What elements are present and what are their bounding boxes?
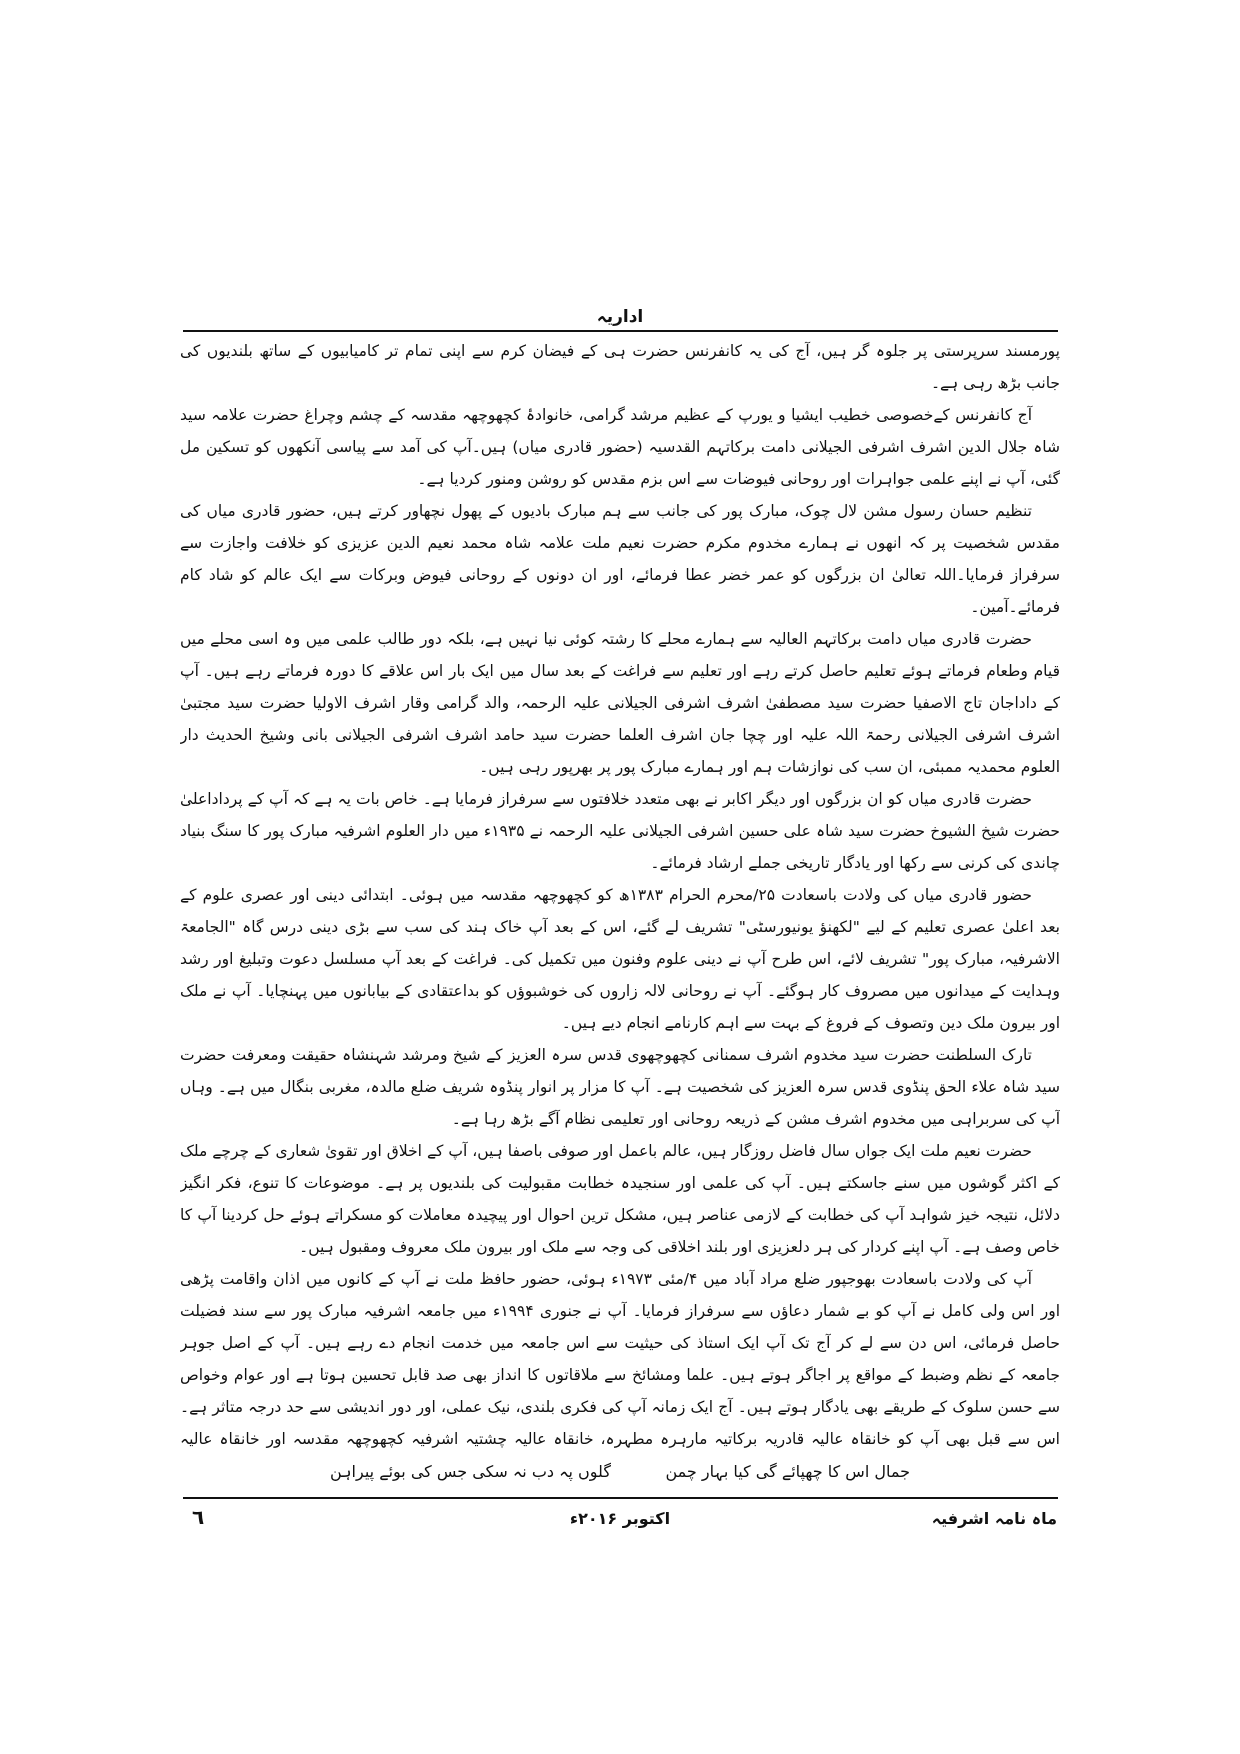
page-title: اداریہ xyxy=(596,307,644,327)
paragraph: حضرت نعیم ملت ایک جواں سال فاضل روزگار ہیں، عالم باعمل اور صوفی باصفا ہیں، آپ کے اخلاق اور تقویٰ شعاری کے چرچے ملک کے اکثر گوشوں میں سنے جاسکتے ہیں۔ آپ کی علمی اور سنجیدہ خطابت مقبولیت کی بلندیوں پر ہے۔ موضوعات کا تنوع، فکر انگیز دلائل، نتیجہ خیز شواہد آپ کی خطابت کے لازمی عناصر ہیں، مشکل ترین احوال اور پیچیدہ معاملات کو مسکراتے ہوئے حل کردینا آپ کا خاص وصف ہے۔ آپ اپنے کردار کی ہر دلعزیزی اور بلند اخلاقی کی وجہ سے ملک اور بیرون ملک معروف ومقبول ہیں۔ xyxy=(180,1142,1060,1256)
article-body xyxy=(180,335,1060,1460)
paragraph: آج کانفرنس کےخصوصی خطیب ایشیا و یورپ کے عظیم مرشد گرامی، خانوادۂ کچھوچھہ مقدسہ کے چشم وچراغ حضرت علامہ سید شاہ جلال الدین اشرف اشرفی الجیلانی دامت برکاتہم القدسیہ (حضور قادری میاں) ہیں۔آپ کی آمد سے پیاسی آنکھوں کو تسکین مل گئی، آپ نے اپنے علمی جواہرات اور روحانی فیوضات سے اس بزم مقدس کو روشن ومنور کردیا ہے۔ xyxy=(180,406,1060,488)
footer-magazine-name: ماہ نامہ اشرفیہ xyxy=(931,1509,1057,1528)
paragraph: آپ کی ولادت باسعادت بھوجپور ضلع مراد آباد میں ۴/مئی ۱۹۷۳ء ہوئی، حضور حافظ ملت نے آپ کے کانوں میں اذان واقامت پڑھی اور اس ولی کامل نے آپ کو بے شمار دعاؤں سے سرفراز فرمایا۔ آپ نے جنوری ۱۹۹۴ء میں جامعہ اشرفیہ مبارک پور سے سند فضیلت حاصل فرمائی، اس دن سے لے کر آج تک آپ ایک استاذ کی حیثیت سے اس جامعہ میں خدمت انجام دے رہے ہیں۔ آپ کے اصل جوہر جامعہ کے نظم وضبط کے مواقع پر اجاگر ہوتے ہیں۔ علما ومشائخ سے ملاقاتوں کا انداز بھی صد قابل تحسین ہوتا ہے اور عوام وخواص سے حسن سلوک کے طریقے بھی یادگار ہوتے ہیں۔ آج ایک زمانہ آپ کی فکری بلندی، نیک عملی، اور دور اندیشی سے حد درجہ متاثر ہے۔ اس سے قبل بھی آپ کو خانقاہ عالیہ قادریہ برکاتیہ مارہرہ مطہرہ، خانقاہ عالیہ چشتیہ اشرفیہ کچھوچھہ مقدسہ اور خانقاہ عالیہ xyxy=(180,1270,1060,1448)
couplet-first-line: جمال اس کا چھپائے گی کیا بہار چمن xyxy=(665,1462,910,1481)
paragraph: تنظیم حسان رسول مشن لال چوک، مبارک پور کی جانب سے ہم مبارک بادیوں کے پھول نچھاور کرتے ہیں، حضور قادری میاں کی مقدس شخصیت پر کہ انھوں نے ہمارے مخدوم مکرم حضرت نعیم ملت علامہ شاہ محمد نعیم الدین عزیزی کو خلافت واجازت سے سرفراز فرمایا۔اللہ تعالیٰ ان بزرگوں کو عمر خضر عطا فرمائے، اور ان دونوں کے روحانی فیوض وبرکات سے ایک عالم کو شاد کام فرمائے۔آمین۔ xyxy=(180,502,1060,616)
couplet-second-line: گلوں پہ دب نہ سکی جس کی بوئے پیراہن xyxy=(330,1462,611,1481)
header-divider xyxy=(183,330,1058,332)
footer-divider xyxy=(183,1497,1058,1499)
paragraph: تارک السلطنت حضرت سید مخدوم اشرف سمنانی کچھوچھوی قدس سرہ العزیز کے شیخ ومرشد شہنشاہ حقیقت ومعرفت حضرت سید شاہ علاء الحق پنڈوی قدس سرہ العزیز کی شخصیت ہے۔ آپ کا مزار پر انوار پنڈوہ شریف ضلع مالدہ، مغربی بنگال میں ہے۔ وہاں آپ کی سربراہی میں مخدوم اشرف مشن کے ذریعہ روحانی اور تعلیمی نظام آگے بڑھ رہا ہے۔ xyxy=(180,1046,1060,1128)
page-number: ٦ xyxy=(192,1505,205,1529)
footer-issue-date: اکتوبر ۲۰۱۶ء xyxy=(569,1509,671,1528)
paragraph: حضرت قادری میاں کو ان بزرگوں اور دیگر اکابر نے بھی متعدد خلافتوں سے سرفراز فرمایا ہے۔ خاص بات یہ ہے کہ آپ کے پرداداعلیٰ حضرت شیخ الشیوخ حضرت سید شاہ علی حسین اشرفی الجیلانی علیہ الرحمہ نے ۱۹۳۵ء میں دار العلوم اشرفیہ مبارک پور کا سنگ بنیاد چاندی کی کرنی سے رکھا اور یادگار تاریخی جملے ارشاد فرمائے۔ xyxy=(180,790,1060,872)
paragraph: حضرت قادری میاں دامت برکاتہم العالیہ سے ہمارے محلے کا رشتہ کوئی نیا نہیں ہے، بلکہ دور طالب علمی میں وہ اسی محلے میں قیام وطعام فرماتے ہوئے تعلیم حاصل کرتے رہے اور تعلیم سے فراغت کے بعد سال میں ایک بار اس علاقے کا دورہ فرماتے رہے ہیں۔ آپ کے داداجان تاج الاصفیا حضرت سید مصطفیٰ اشرف اشرفی الجیلانی علیہ الرحمہ، والد گرامی وقار اشرف الاولیا حضرت سید مجتبیٰ اشرف اشرفی الجیلانی رحمۃ اللہ علیہ اور چچا جان اشرف العلما حضرت سید حامد اشرف اشرفی الجیلانی بانی وشیخ الحدیث دار العلوم محمدیہ ممبئی، ان سب کی نوازشات ہم اور ہمارے مبارک پور پر بھرپور رہی ہیں۔ xyxy=(180,630,1060,776)
paragraph: پورمسند سرپرستی پر جلوہ گر ہیں، آج کی یہ کانفرنس حضرت ہی کے فیضان کرم سے اپنی تمام تر کامیابیوں کے ساتھ بلندیوں کی جانب بڑھ رہی ہے۔ xyxy=(180,342,1060,392)
paragraph: حضور قادری میاں کی ولادت باسعادت ۲۵/محرم الحرام ۱۳۸۳ھ کو کچھوچھہ مقدسہ میں ہوئی۔ ابتدائی دینی اور عصری علوم کے بعد اعلیٰ عصری تعلیم کے لیے "لکھنؤ یونیورسٹی" تشریف لے گئے، اس کے بعد آپ خاک ہند کی سب سے بڑی دینی درس گاہ "الجامعۃ الاشرفیہ، مبارک پور" تشریف لائے، اس طرح آپ نے دینی علوم وفنون میں تکمیل کی۔ فراغت کے بعد آپ مسلسل دعوت وتبلیغ اور رشد وہدایت کے میدانوں میں مصروف کار ہوگئے۔ آپ نے روحانی لالہ زاروں کی خوشبوؤں کو بداعتقادی کے بیابانوں میں پہنچایا۔ آپ نے ملک اور بیرون ملک دین وتصوف کے فروغ کے بہت سے اہم کارنامے انجام دیے ہیں۔ xyxy=(180,886,1060,1032)
poetry-couplet xyxy=(330,1462,910,1481)
